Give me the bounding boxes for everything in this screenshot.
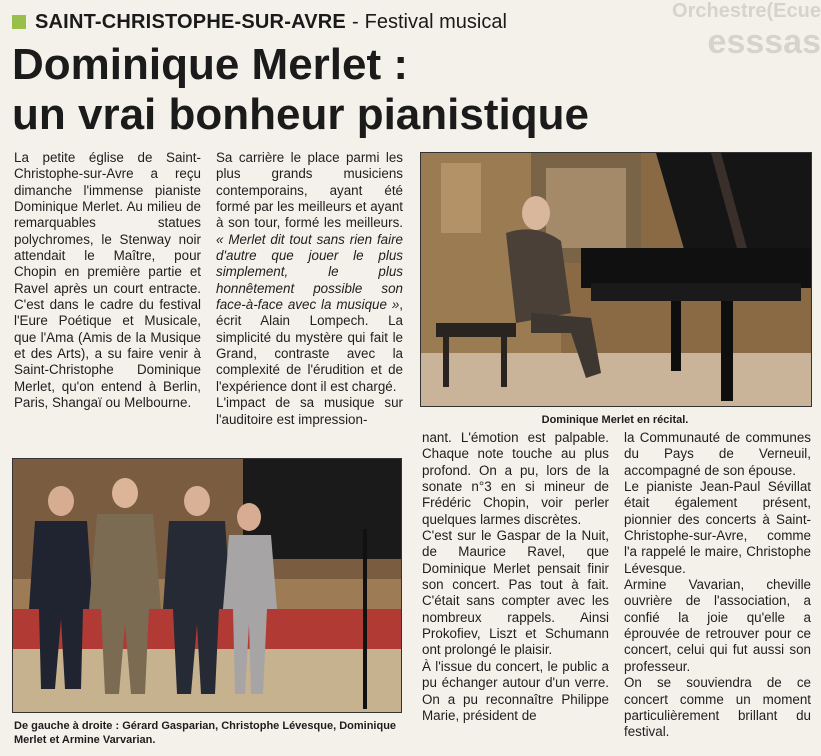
text-run: , écrit Alain Lompech. La simplicité du mystère qui fait le Grand, contraste avec la complexité de l'érudition et de l'expérience dont il est chargé. (216, 297, 403, 394)
kicker-place: SAINT-CHRISTOPHE-SUR-AVRE (35, 10, 346, 33)
photo-caption-recital: Dominique Merlet en récital. (541, 414, 689, 426)
paragraph: La petite église de Saint-Christophe-sur-Avre a reçu dimanche l'immense pianiste Dominique Merlet. Au milieu de remarquables statues polychromes, le Stenway noir attendait le Maître, pour Chopin en première partie et Ravel après un court entracte. C'est dans le cadre du festival l'Eure Poétique et Musicale, que l'Ama (Amis de la Musique et des Arts), a su faire venir à Saint-Christophe Dominique Merlet, qu'on entend à Berlin, Paris, Shangaï ou Melbourne. (14, 150, 201, 411)
adjacent-fragment-line1: Orchestre(Ecue (672, 0, 821, 22)
paragraph (216, 150, 403, 395)
paragraph: À l'issue du concert, le public a pu échanger autour d'un verre. On a pu reconnaître Philippe Marie, président de (422, 658, 609, 723)
article-column-1 (14, 150, 201, 444)
group-scene-illustration (13, 459, 401, 712)
adjacent-fragment-line2: esssas (707, 23, 821, 61)
article-column-4 (624, 430, 811, 748)
headline-line2: un vrai bonheur pianistique (12, 90, 589, 139)
kicker-rubric: Festival musical (364, 10, 507, 33)
paragraph: On se souviendra de ce concert comme un moment particulièrement brillant du festival. (624, 675, 811, 740)
paragraph: Le pianiste Jean-Paul Sévillat était également présent, pionnier des concerts à Saint-Christophe-sur-Avre, comme l'a rappelé le maire, Christophe Lévesque. (624, 479, 811, 576)
headline-line1: Dominique Merlet : (12, 40, 409, 89)
photo-caption-group: De gauche à droite : Gérard Gasparian, Christophe Lévesque, Dominique Merlet et Armine Varvarian. (14, 720, 397, 746)
text-run: Sa carrière le place parmi les plus grands musiciens contemporains, ayant été formé par les meilleurs et ayant à son tour, formé les meilleurs. (216, 150, 403, 231)
quote: « Merlet dit tout sans rien faire d'autre que jouer le plus simplement, le plus honnêtement possible son face-à-face avec la musique » (216, 231, 403, 313)
article-column-2 (216, 150, 403, 444)
paragraph: C'est sur le Gaspar de la Nuit, de Maurice Ravel, que Dominique Merlet pensait finir son concert. Pas tout à fait. C'était sans compter avec les nombreux rappels. Ainsi Prokofiev, Liszt et Schumann ont prolongé le plaisir. (422, 528, 609, 658)
paragraph: L'impact de sa musique sur l'auditoire est impression- (216, 395, 403, 427)
paragraph: nant. L'émotion est palpable. Chaque note touche au plus profond. On a pu, lors de la sonate n°3 en si mineur de Frédéric Chopin, voir perler quelques larmes discrètes. (422, 430, 609, 527)
headline (12, 40, 812, 140)
kicker-separator: - (351, 10, 359, 33)
kicker (12, 9, 507, 35)
paragraph: la Communauté de communes du Pays de Verneuil, accompagné de son épouse. (624, 430, 811, 478)
piano-scene-illustration (421, 153, 811, 406)
photo-pianist-recital (420, 152, 812, 407)
photo-group (12, 458, 402, 713)
article-column-3 (422, 430, 609, 748)
paragraph: Armine Vavarian, cheville ouvrière de l'association, a confié la joie qu'elle a éprouvée de retrouver pour ce concert, celui qui fut aussi son professeur. (624, 577, 811, 674)
accent-square-icon (12, 15, 26, 29)
